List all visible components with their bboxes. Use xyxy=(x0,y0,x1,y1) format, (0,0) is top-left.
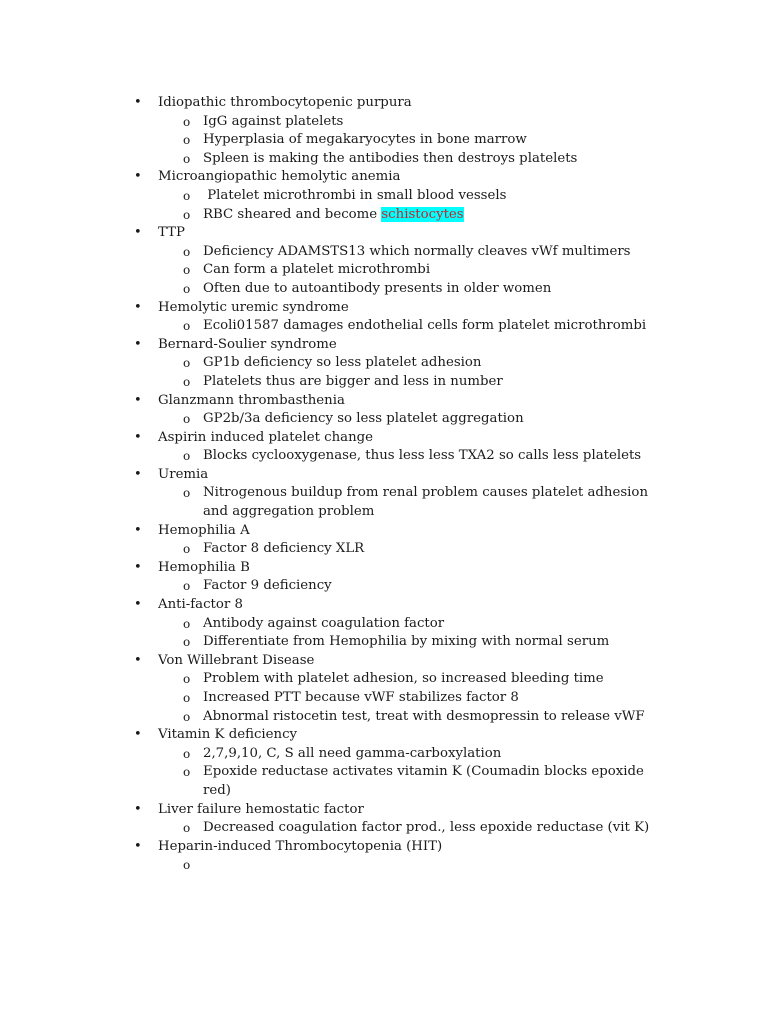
section-heading xyxy=(0,596,768,615)
sub-item-text: Abnormal ristocetin test, treat with desmopressin to release vWF xyxy=(203,708,645,724)
section-heading xyxy=(0,336,768,355)
sub-item-text: GP1b deficiency so less platelet adhesion xyxy=(203,355,482,371)
sub-item-text: Often due to autoantibody presents in older women xyxy=(203,280,552,296)
outline-section xyxy=(0,299,768,336)
heading-text: Hemophilia B xyxy=(158,559,250,575)
outline-section xyxy=(0,801,768,838)
sub-item xyxy=(0,187,768,206)
sub-item xyxy=(0,317,768,336)
section-heading xyxy=(0,466,768,485)
sub-bullet-icon: o xyxy=(183,374,191,389)
heading-text: Bernard-Soulier syndrome xyxy=(158,336,337,352)
sub-item-text: Factor 8 deficiency XLR xyxy=(203,541,365,557)
bullet-icon: • xyxy=(134,559,142,575)
bullet-icon: • xyxy=(134,169,142,185)
section-heading xyxy=(0,652,768,671)
sub-item-text: IgG against platelets xyxy=(203,113,344,129)
sub-bullet-icon: o xyxy=(183,133,191,148)
sub-bullet-icon: o xyxy=(183,356,191,371)
bullet-icon: • xyxy=(134,429,142,445)
outline-section xyxy=(0,559,768,596)
sub-bullet-icon: o xyxy=(183,746,191,761)
bullet-icon: • xyxy=(134,336,142,352)
outline-section xyxy=(0,94,768,168)
sub-item xyxy=(0,150,768,169)
sub-bullet-icon: o xyxy=(183,244,191,259)
sub-bullet-icon: o xyxy=(183,486,191,501)
sub-item xyxy=(0,670,768,689)
sub-bullet-icon: o xyxy=(183,188,191,203)
heading-text: Vitamin K deficiency xyxy=(158,727,298,743)
sub-item-text: Factor 9 deficiency xyxy=(203,578,332,594)
sub-item-text: RBC sheared and become xyxy=(203,206,382,222)
sub-item xyxy=(0,540,768,559)
section-heading xyxy=(0,392,768,411)
sub-item-text: Spleen is making the antibodies then destroys platelets xyxy=(203,150,578,166)
sub-item xyxy=(0,373,768,392)
outline-section xyxy=(0,522,768,559)
sub-bullet-icon: o xyxy=(183,151,191,166)
sub-item xyxy=(0,577,768,596)
sub-bullet-icon: o xyxy=(183,412,191,427)
sub-item xyxy=(0,206,768,225)
sub-item-text: Deficiency ADAMSTS13 which normally cleaves vWf multimers xyxy=(203,243,631,259)
sub-item xyxy=(0,280,768,299)
heading-text: Liver failure hemostatic factor xyxy=(158,801,364,817)
sub-bullet-icon: o xyxy=(183,858,191,873)
heading-text: Uremia xyxy=(158,466,209,482)
highlighted-term: schistocytes xyxy=(381,206,464,222)
sub-item-text: Can form a platelet microthrombi xyxy=(203,262,431,278)
sub-bullet-icon: o xyxy=(183,114,191,129)
outline-section xyxy=(0,838,768,873)
sub-item xyxy=(0,410,768,429)
section-heading xyxy=(0,801,768,820)
section-heading xyxy=(0,429,768,448)
outline-section xyxy=(0,596,768,652)
bullet-icon: • xyxy=(134,801,142,817)
section-heading xyxy=(0,838,768,857)
heading-text: Heparin-induced Thrombocytopenia (HIT) xyxy=(158,838,443,854)
sub-bullet-icon: o xyxy=(183,616,191,631)
bullet-icon: • xyxy=(134,652,142,668)
outline-section xyxy=(0,392,768,429)
sub-bullet-icon: o xyxy=(183,449,191,464)
heading-text: Hemolytic uremic syndrome xyxy=(158,299,349,315)
sub-item xyxy=(0,819,768,838)
sub-item xyxy=(0,689,768,708)
outline-section xyxy=(0,652,768,726)
section-heading xyxy=(0,224,768,243)
outline-section xyxy=(0,168,768,224)
sub-item xyxy=(0,633,768,652)
sub-item xyxy=(0,745,768,764)
outline-list xyxy=(0,94,768,873)
sub-item xyxy=(0,113,768,132)
outline-section xyxy=(0,336,768,392)
sub-bullet-icon: o xyxy=(183,709,191,724)
sub-item-text: Ecoli01587 damages endothelial cells form platelet microthrombi xyxy=(203,318,647,334)
document-page xyxy=(0,94,768,873)
sub-item xyxy=(0,354,768,373)
sub-item xyxy=(0,261,768,280)
sub-bullet-icon: o xyxy=(183,821,191,836)
heading-text: Glanzmann thrombasthenia xyxy=(158,392,345,408)
section-heading xyxy=(0,559,768,578)
sub-item-text: Blocks cyclooxygenase, thus less less TXA2 so calls less platelets xyxy=(203,448,642,464)
bullet-icon: • xyxy=(134,838,142,854)
sub-bullet-icon: o xyxy=(183,691,191,705)
section-heading xyxy=(0,726,768,745)
sub-item-text: Nitrogenous buildup from renal problem causes platelet adhesion and aggregation problem xyxy=(203,485,653,520)
sub-item-text: Antibody against coagulation factor xyxy=(203,615,445,631)
sub-item xyxy=(0,131,768,150)
sub-bullet-icon: o xyxy=(183,207,191,222)
section-heading xyxy=(0,522,768,541)
bullet-icon: • xyxy=(134,522,142,538)
sub-item xyxy=(0,615,768,634)
sub-item xyxy=(0,484,768,521)
bullet-icon: • xyxy=(134,299,142,315)
sub-item-text: Differentiate from Hemophilia by mixing with normal serum xyxy=(203,634,610,650)
sub-bullet-icon: o xyxy=(183,281,191,296)
sub-item xyxy=(0,447,768,466)
section-heading xyxy=(0,94,768,113)
heading-text: Anti-factor 8 xyxy=(158,597,243,613)
heading-text: Von Willebrant Disease xyxy=(158,652,315,668)
heading-text: Microangiopathic hemolytic anemia xyxy=(158,169,401,185)
bullet-icon: • xyxy=(134,727,142,743)
sub-bullet-icon: o xyxy=(183,635,191,650)
sub-item-text: GP2b/3a deficiency so less platelet aggregation xyxy=(203,411,524,427)
heading-text: Aspirin induced platelet change xyxy=(158,429,374,445)
sub-bullet-icon: o xyxy=(183,579,191,594)
sub-item-text: Platelet microthrombi in small blood vessels xyxy=(203,187,507,203)
sub-item-text: Decreased coagulation factor prod., less epoxide reductase (vit K) xyxy=(203,820,650,836)
sub-item-text: Epoxide reductase activates vitamin K (Coumadin blocks epoxide red) xyxy=(203,764,649,798)
section-heading xyxy=(0,168,768,187)
sub-item xyxy=(0,243,768,262)
sub-bullet-icon: o xyxy=(183,672,191,687)
sub-item-text: Increased PTT because vWF stabilizes factor 8 xyxy=(203,690,519,705)
outline-section xyxy=(0,224,768,298)
sub-bullet-icon: o xyxy=(183,765,191,780)
sub-item xyxy=(0,763,768,800)
heading-text: Idiopathic thrombocytopenic purpura xyxy=(158,95,412,110)
sub-item-text: Problem with platelet adhesion, so increased bleeding time xyxy=(203,671,604,687)
bullet-icon: • xyxy=(134,225,142,241)
heading-text: TTP xyxy=(158,225,185,241)
sub-bullet-icon: o xyxy=(183,319,191,334)
bullet-icon: • xyxy=(134,466,142,482)
sub-bullet-icon: o xyxy=(183,263,191,278)
bullet-icon: • xyxy=(134,95,142,110)
sub-item-text: 2,7,9,10, C, S all need gamma-carboxylation xyxy=(203,745,502,761)
sub-item-text: Hyperplasia of megakaryocytes in bone marrow xyxy=(203,132,527,148)
outline-section xyxy=(0,429,768,466)
outline-section xyxy=(0,466,768,522)
outline-section xyxy=(0,726,768,800)
sub-item xyxy=(0,708,768,727)
sub-item-text: Platelets thus are bigger and less in number xyxy=(203,373,503,389)
heading-text: Hemophilia A xyxy=(158,522,250,538)
bullet-icon: • xyxy=(134,597,142,613)
bullet-icon: • xyxy=(134,392,142,408)
section-heading xyxy=(0,299,768,318)
sub-bullet-icon: o xyxy=(183,542,191,557)
